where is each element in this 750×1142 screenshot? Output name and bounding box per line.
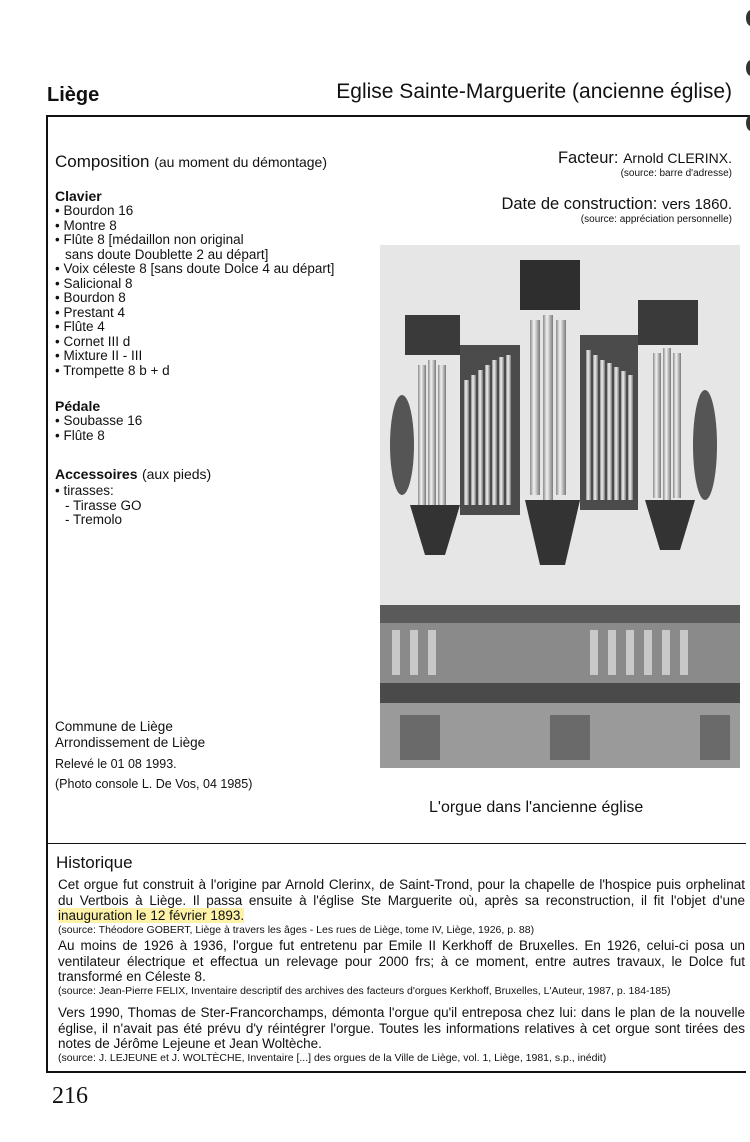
releve-line: Relevé le 01 08 1993. [55, 757, 177, 771]
historique-paragraph-2: Au moins de 1926 à 1936, l'orgue fut entretenu par Emile II Kerkhoff de Bruxelles. En 1926, celui-ci posa un ventilateur électrique et effectua un relevage pour 2000 frs; à ce moment, entre autres travaux, le Dolce fut transformé en Céleste 8. (source: Jean-Pierre FELIX, Inventaire descriptif des archives des facteurs d'orgues Kerkhoff, Bruxelles, L'Auteur, 1987, p. 184-185) [58, 938, 745, 997]
accessoires-section [55, 466, 365, 528]
date-construction-value: vers 1860. [661, 196, 732, 213]
stop-item: • Bourdon 16 [55, 204, 365, 219]
stop-item: • Cornet III d [55, 335, 365, 350]
accessory-sub-item: - Tremolo [65, 512, 123, 527]
stop-item: • Bourdon 8 [55, 291, 365, 306]
historique-title: Historique [56, 853, 133, 872]
binder-hole-mark [746, 10, 750, 26]
paragraph-source: (source: Jean-Pierre FELIX, Inventaire descriptif des archives des facteurs d'orgues Kerkhoff, Bruxelles, L'Auteur, 1987, p. 184-185) [58, 984, 671, 997]
pedale-stop-list [55, 414, 365, 443]
stop-item: • Flûte 4 [55, 320, 365, 335]
accessoires-heading: Accessoires (aux pieds) [55, 466, 212, 482]
stop-item: • Prestant 4 [55, 306, 365, 321]
church-heading: Eglise Sainte-Marguerite (ancienne église) [336, 80, 732, 103]
middle-rule [46, 843, 746, 844]
binder-hole-mark [746, 115, 750, 131]
photo-caption: L'orgue dans l'ancienne église [429, 799, 644, 816]
commune-line: Commune de Liège [55, 719, 173, 734]
paragraph-source: (source: J. LEJEUNE et J. WOLTÈCHE, Inventaire [...] des orgues de la Ville de Liège, vol. 1, Liège, 1981, s.p., inédit) [58, 1051, 607, 1064]
accessory-item: • tirasses: [55, 484, 365, 499]
stop-item: • Flûte 8 [55, 429, 365, 444]
facteur-block [558, 149, 732, 179]
composition-title: Composition (au moment du démontage) [55, 152, 327, 171]
facteur-label: Facteur: [557, 149, 619, 167]
top-rule [46, 115, 750, 117]
photo-credit: (Photo console L. De Vos, 04 1985) [55, 777, 253, 791]
highlighted-date: inauguration le 12 février 1893. [58, 908, 245, 923]
date-construction-label: Date de construction: [501, 195, 658, 213]
stop-item: • Trompette 8 b + d [55, 364, 365, 379]
stop-item-continuation: sans doute Doublette 2 au départ] [65, 246, 269, 262]
stop-item: • Salicional 8 [55, 277, 365, 292]
pedale-section [55, 398, 365, 443]
binder-hole-mark [746, 60, 750, 76]
stop-item: • Soubasse 16 [55, 414, 365, 429]
stop-item: • Mixture II - III [55, 349, 365, 364]
page-number: 216 [52, 1083, 88, 1109]
clavier-section [55, 188, 365, 378]
paragraph-source: (source: Théodore GOBERT, Liège à travers les âges - Les rues de Liège, tome IV, Liège, 1926, p. 88) [58, 923, 535, 936]
arrondissement-line: Arrondissement de Liège [55, 735, 206, 750]
facteur-value: Arnold CLERINX. [623, 150, 732, 166]
pedale-heading: Pédale [55, 398, 101, 414]
commune-block [55, 719, 205, 751]
city-heading: Liège [47, 84, 100, 106]
accessory-sub-item: - Tirasse GO [65, 497, 142, 513]
facteur-source: (source: barre d'adresse) [620, 168, 732, 179]
historique-paragraph-3: Vers 1990, Thomas de Ster-Francorchamps, démonta l'orgue qu'il entreposa chez lui: dans le plan de la nouvelle église, il n'avait pas été prévu d'y réintégrer l'orgue. Toutes les informations relatives à cet orgue sont tirées des notes de Jérôme Lejeune et Jean Woltèche. (source: J. LEJEUNE et J. WOLTÈCHE, Inventaire [...] des orgues de la Ville de Liège, vol. 1, Liège, 1981, s.p., inédit) [58, 1005, 745, 1064]
historique-paragraph-1: Cet orgue fut construit à l'origine par Arnold Clerinx, de Saint-Trond, pour la chapelle de l'hospice puis orphelinat du Vertbois à Liège. Il passa ensuite à l'église Ste Marguerite où, après sa reconstruction, il fit l'objet d'une inauguration le 12 février 1893. (source: Théodore GOBERT, Liège à travers les âges - Les rues de Liège, tome IV, Liège, 1926, p. 88) [58, 877, 745, 936]
date-construction-source: (source: appréciation personnelle) [580, 214, 732, 225]
organ-photo [380, 245, 740, 768]
date-construction-block [501, 195, 732, 225]
accessoires-list [55, 484, 365, 499]
clavier-stop-list [55, 204, 365, 378]
stop-item: • Flûte 8 [médaillon non original sans doute Doublette 2 au départ] [55, 233, 365, 262]
stop-item: • Voix céleste 8 [sans doute Dolce 4 au départ] [55, 262, 365, 277]
clavier-heading: Clavier [55, 188, 102, 204]
accessory-sub-list [55, 499, 365, 528]
stop-item: • Montre 8 [55, 219, 365, 234]
left-rule [46, 115, 48, 1073]
bottom-rule [46, 1071, 746, 1073]
